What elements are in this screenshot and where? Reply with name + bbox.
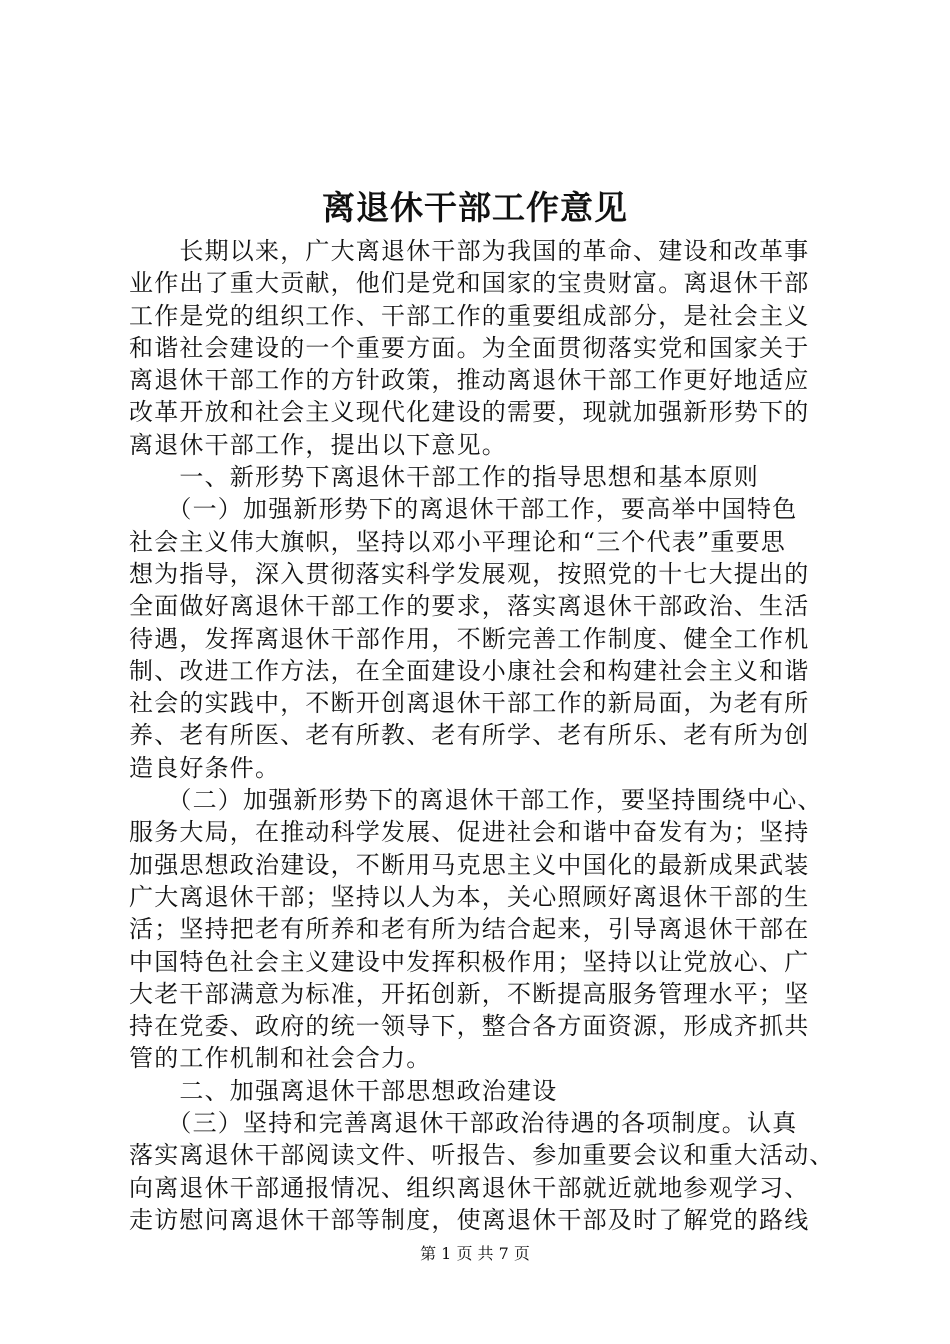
body-line: 造良好条件。 <box>129 753 281 782</box>
body-line: 向离退休干部通报情况、组织离退休干部就近就地参观学习、 <box>129 1173 810 1202</box>
body-line: 想为指导，深入贯彻落实科学发展观，按照党的十七大提出的 <box>129 559 810 588</box>
body-line: 业作出了重大贡献，他们是党和国家的宝贵财富。离退休干部 <box>129 269 810 298</box>
body-line: 离退休干部工作，提出以下意见。 <box>129 430 507 459</box>
body-line: 加强思想政治建设，不断用马克思主义中国化的最新成果武装 <box>129 850 810 879</box>
body-line: 离退休干部工作的方针政策，推动离退休干部工作更好地适应 <box>129 366 810 395</box>
body-line: 制、改进工作方法，在全面建设小康社会和构建社会主义和谐 <box>129 656 810 685</box>
body-line: （二）加强新形势下的离退休干部工作，要坚持围绕中心、 <box>129 786 823 815</box>
body-line: 长期以来，广大离退休干部为我国的革命、建设和改革事 <box>129 237 810 265</box>
body-line: （一）加强新形势下的离退休干部工作，要高举中国特色 <box>129 495 798 524</box>
body-line: 持在党委、政府的统一领导下，整合各方面资源，形成齐抓共 <box>129 1012 810 1041</box>
body-line: 全面做好离退休干部工作的要求，落实离退休干部政治、生活 <box>129 592 810 621</box>
body-line: 社会主义伟大旗帜，坚持以邓小平理论和“三个代表”重要思 <box>129 527 786 556</box>
page-number-footer: 第 1 页 共 7 页 <box>420 1244 530 1263</box>
body-line: （三）坚持和完善离退休干部政治待遇的各项制度。认真 <box>129 1109 798 1138</box>
section-heading: 二、加强离退休干部思想政治建设 <box>129 1076 558 1105</box>
body-line: 走访慰问离退休干部等制度，使离退休干部及时了解党的路线 <box>129 1205 810 1234</box>
body-line: 社会的实践中，不断开创离退休干部工作的新局面，为老有所 <box>129 689 810 718</box>
body-line: 中国特色社会主义建设中发挥积极作用；坚持以让党放心、广 <box>129 947 810 976</box>
document-title: 离退休干部工作意见 <box>322 188 628 227</box>
body-line: 改革开放和社会主义现代化建设的需要，现就加强新形势下的 <box>129 398 810 427</box>
body-line: 工作是党的组织工作、干部工作的重要组成部分，是社会主义 <box>129 301 810 330</box>
body-line: 待遇，发挥离退休干部作用，不断完善工作制度、健全工作机 <box>129 624 810 653</box>
body-line: 和谐社会建设的一个重要方面。为全面贯彻落实党和国家关于 <box>129 333 810 362</box>
body-line: 落实离退休干部阅读文件、听报告、参加重要会议和重大活动、 <box>129 1141 835 1170</box>
document-body <box>129 235 835 1236</box>
body-line: 养、老有所医、老有所教、老有所学、老有所乐、老有所为创 <box>129 721 810 750</box>
body-line: 广大离退休干部；坚持以人为本，关心照顾好离退休干部的生 <box>129 882 810 911</box>
body-line: 活；坚持把老有所养和老有所为结合起来，引导离退休干部在 <box>129 915 810 944</box>
body-line: 大老干部满意为标准，开拓创新，不断提高服务管理水平；坚 <box>129 979 810 1008</box>
body-line: 管的工作机制和社会合力。 <box>129 1044 432 1073</box>
body-line: 服务大局，在推动科学发展、促进社会和谐中奋发有为；坚持 <box>129 818 810 847</box>
section-heading: 一、新形势下离退休干部工作的指导思想和基本原则 <box>129 463 759 492</box>
